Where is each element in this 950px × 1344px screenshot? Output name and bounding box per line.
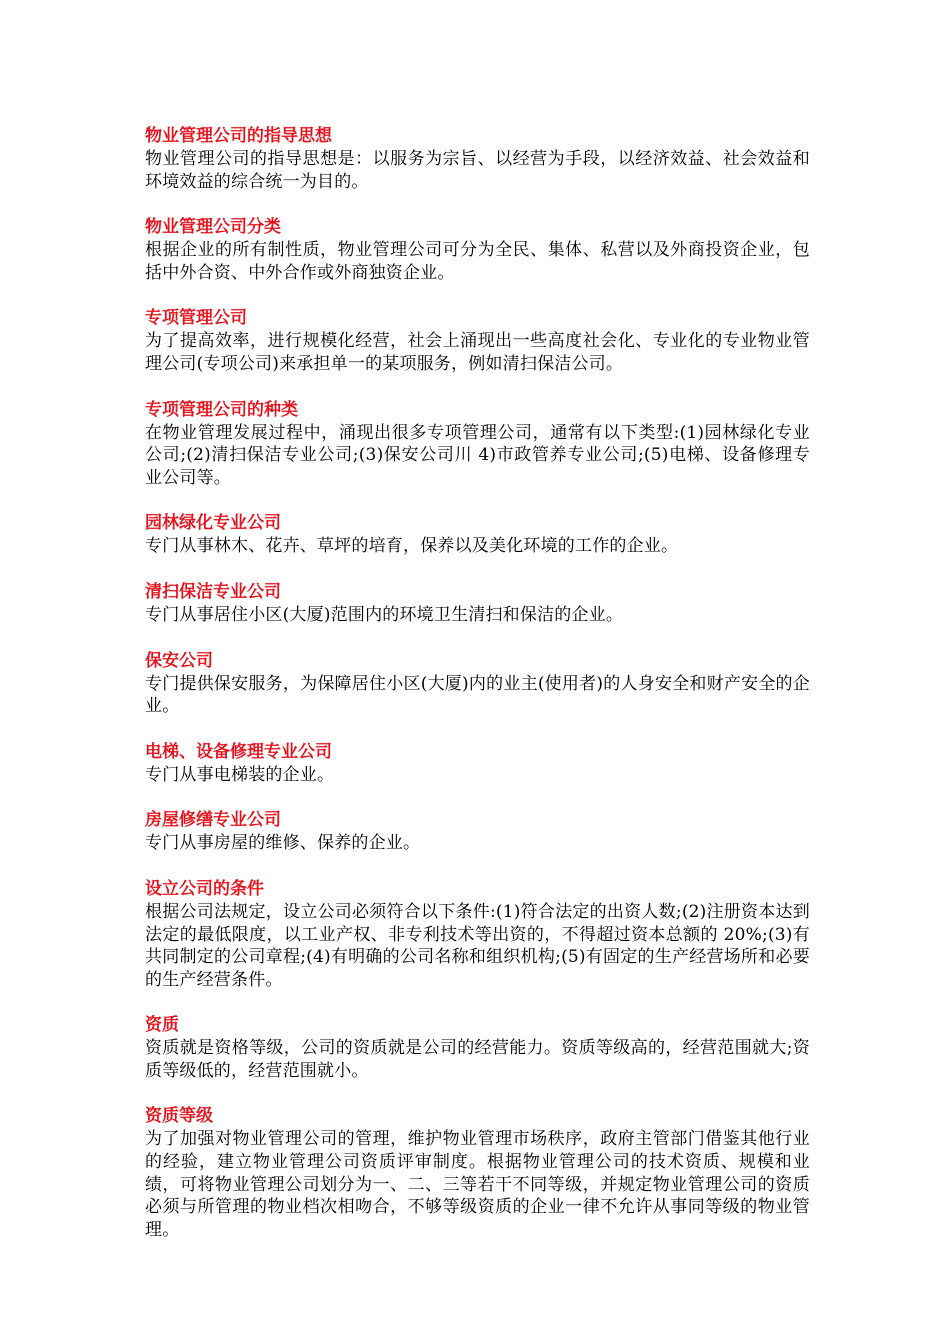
section-body: 物业管理公司的指导思想是：以服务为宗旨、以经营为手段，以经济效益、社会效益和环境效益的综合统一为目的。 — [145, 149, 810, 192]
section-elevator-repair-company — [145, 740, 810, 787]
section-company-classification — [145, 215, 810, 284]
section-body: 专门从事居住小区(大厦)范围内的环境卫生清扫和保洁的企业。 — [145, 604, 624, 625]
section-heading: 物业管理公司的指导思想 — [145, 126, 332, 146]
section-body: 为了提高效率，进行规模化经营，社会上涌现出一些高度社会化、专业化的专业物业管理公司(专项公司)来承担单一的某项服务，例如清扫保洁公司。 — [145, 331, 810, 374]
section-body: 专门从事林木、花卉、草坪的培育，保养以及美化环境的工作的企业。 — [145, 536, 679, 557]
section-heading: 设立公司的条件 — [145, 878, 264, 899]
section-body: 专门提供保安服务，为保障居住小区(大厦)内的业主(使用者)的人身安全和财产安全的企业。 — [145, 673, 810, 717]
section-body: 在物业管理发展过程中，涌现出很多专项管理公司，通常有以下类型:(1)园林绿化专业公司;(2)清扫保洁专业公司;(3)保安公司川 4)市政管养专业公司;(5)电梯、设备修理专业公司等。 — [145, 422, 810, 488]
section-heading: 电梯、设备修理专业公司 — [145, 741, 332, 762]
section-qualification-grade — [145, 1104, 810, 1241]
section-body: 专门从事房屋的维修、保养的企业。 — [145, 833, 421, 854]
document-page — [145, 124, 810, 1263]
section-heading: 专项管理公司的种类 — [145, 399, 298, 420]
section-heading: 专项管理公司 — [145, 308, 247, 329]
section-landscaping-company — [145, 511, 810, 558]
section-specialized-company-types — [145, 398, 810, 490]
section-body: 根据企业的所有制性质，物业管理公司可分为全民、集体、私营以及外商投资企业，包括中外合资、中外合作或外商独资企业。 — [145, 240, 810, 283]
section-heading: 物业管理公司分类 — [145, 217, 281, 238]
section-heading: 资质 — [145, 1015, 179, 1036]
section-company-conditions — [145, 877, 810, 991]
section-body: 为了加强对物业管理公司的管理，维护物业管理市场秩序，政府主管部门借鉴其他行业的经验，建立物业管理公司资质评审制度。根据物业管理公司的技术资质、规模和业绩，可将物业管理公司划分为一、二、三等若干不同等级，并规定物业管理公司的资质必须与所管理的物业档次相吻合，不够等级资质的企业一律不允许从事同等级的物业管理。 — [145, 1129, 810, 1240]
section-body: 资质就是资格等级，公司的资质就是公司的经营能力。资质等级高的，经营范围就大;资质等级低的，经营范围就小。 — [145, 1038, 810, 1081]
section-security-company — [145, 649, 810, 718]
section-body: 专门从事电梯装的企业。 — [145, 764, 335, 785]
section-heading: 房屋修缮专业公司 — [145, 810, 281, 831]
section-specialized-company — [145, 306, 810, 375]
section-body: 根据公司法规定，设立公司必须符合以下条件:(1)符合法定的出资人数;(2)注册资本达到法定的最低限度，以工业产权、非专利技术等出资的，不得超过资本总额的 20%;(3)有共同制定的公司章程;(4)有明确的公司名称和组织机构;(5)有固定的生产经营场所和必要的生产经营条件。 — [145, 901, 810, 990]
section-heading: 清扫保洁专业公司 — [145, 581, 281, 602]
section-building-repair-company — [145, 808, 810, 855]
section-guiding-ideology — [145, 124, 810, 193]
section-cleaning-company — [145, 580, 810, 627]
section-heading: 保安公司 — [145, 650, 213, 671]
section-qualification — [145, 1013, 810, 1082]
section-heading: 资质等级 — [145, 1106, 213, 1127]
section-heading: 园林绿化专业公司 — [145, 513, 281, 534]
